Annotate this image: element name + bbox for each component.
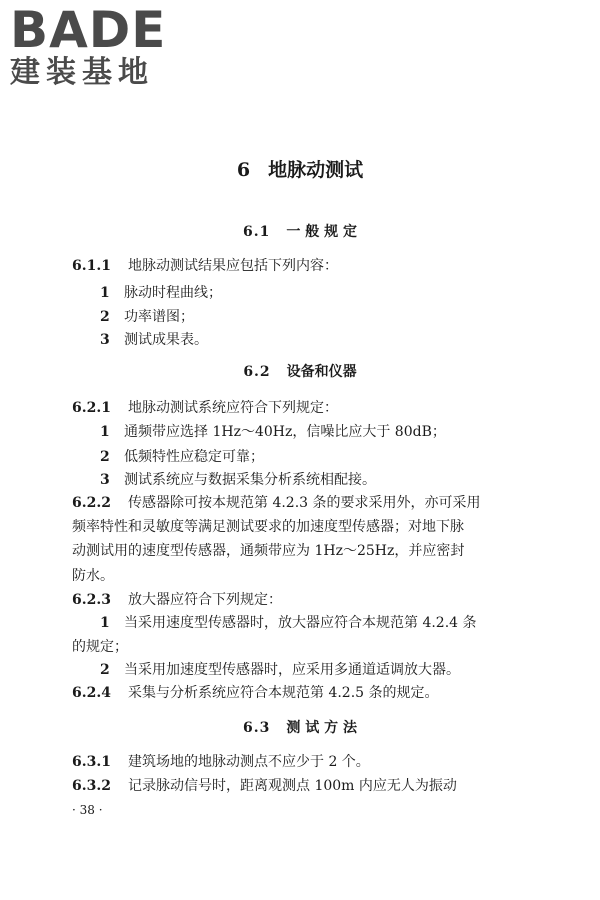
- section-number: 6.1: [243, 224, 271, 240]
- chapter-title-text: 地脉动测试: [268, 159, 364, 181]
- item-text: 脉动时程曲线；: [124, 285, 222, 301]
- clause-text: 频率特性和灵敏度等满足测试要求的加速度型传感器；对地下脉: [72, 519, 464, 535]
- logo-subtitle: 建装基地: [10, 55, 154, 90]
- clause-line: [72, 493, 481, 513]
- item-text: 当采用加速度型传感器时，应采用多通道适调放大器。: [124, 662, 460, 678]
- section-heading-6-3: [0, 717, 600, 737]
- item-number: 1: [100, 424, 110, 440]
- item-text: 低频特性应稳定可靠；: [124, 449, 264, 465]
- item-text: 测试成果表。: [124, 332, 208, 348]
- section-title: 设备和仪器: [286, 364, 357, 380]
- clause-text: 放大器应符合下列规定：: [128, 592, 282, 608]
- section-title: 测 试 方 法: [286, 720, 357, 736]
- clause-number: 6.1.1: [72, 258, 111, 274]
- clause-text: 采集与分析系统应符合本规范第 4.2.5 条的规定。: [128, 685, 439, 701]
- item-text: 通频带应选择 1Hz～40Hz，信噪比应大于 80dB；: [124, 424, 446, 440]
- item-number: 3: [100, 472, 110, 488]
- clause-text: 防水。: [72, 568, 114, 584]
- clause-continuation: [72, 517, 464, 537]
- item-continuation: [72, 637, 128, 657]
- logo-brand: BADE: [10, 1, 167, 59]
- section-heading-6-1: [0, 221, 600, 241]
- section-heading-6-2: [0, 361, 600, 381]
- section-title: 一 般 规 定: [286, 224, 357, 240]
- clause-number: 6.2.1: [72, 400, 111, 416]
- list-item: [100, 283, 222, 303]
- item-text: 功率谱图；: [124, 309, 194, 325]
- item-number: 3: [100, 332, 110, 348]
- section-number: 6.3: [243, 720, 271, 736]
- chapter-title: [0, 155, 600, 182]
- section-number: 6.2: [243, 364, 271, 380]
- clause-line: [72, 590, 282, 610]
- list-item: [100, 470, 376, 490]
- item-text: 测试系统应与数据采集分析系统相配接。: [124, 472, 376, 488]
- list-item: [100, 660, 460, 680]
- logo: [10, 1, 180, 90]
- list-item: [100, 307, 194, 327]
- clause-line: [72, 752, 370, 772]
- list-item: [100, 447, 264, 467]
- item-number: 2: [100, 309, 110, 325]
- clause-number: 6.3.2: [72, 778, 111, 794]
- item-text: 当采用速度型传感器时，放大器应符合本规范第 4.2.4 条: [124, 615, 477, 631]
- item-text: 的规定；: [72, 639, 128, 655]
- clause-number: 6.2.4: [72, 685, 111, 701]
- clause-continuation: [72, 566, 114, 586]
- clause-continuation: [72, 541, 464, 561]
- clause-line: [72, 398, 338, 418]
- clause-line: [72, 683, 439, 703]
- chapter-number: 6: [236, 159, 251, 181]
- clause-text: 记录脉动信号时，距离观测点 100m 内应无人为振动: [128, 778, 457, 794]
- item-number: 1: [100, 285, 110, 301]
- clause-text: 地脉动测试系统应符合下列规定：: [128, 400, 338, 416]
- clause-line: [72, 256, 338, 276]
- clause-text: 地脉动测试结果应包括下列内容：: [128, 258, 338, 274]
- clause-text: 动测试用的速度型传感器，通频带应为 1Hz～25Hz，并应密封: [72, 543, 465, 559]
- list-item: [100, 330, 208, 350]
- list-item: [100, 613, 477, 633]
- item-number: 1: [100, 615, 110, 631]
- list-item: [100, 422, 446, 442]
- item-number: 2: [100, 449, 110, 465]
- clause-number: 6.2.2: [72, 495, 111, 511]
- clause-text: 传感器除可按本规范第 4.2.3 条的要求采用外，亦可采用: [128, 495, 481, 511]
- item-number: 2: [100, 662, 110, 678]
- clause-number: 6.3.1: [72, 754, 111, 770]
- page-number: · 38 ·: [72, 803, 103, 817]
- clause-line: [72, 776, 457, 796]
- clause-number: 6.2.3: [72, 592, 111, 608]
- clause-text: 建筑场地的地脉动测点不应少于 2 个。: [128, 754, 370, 770]
